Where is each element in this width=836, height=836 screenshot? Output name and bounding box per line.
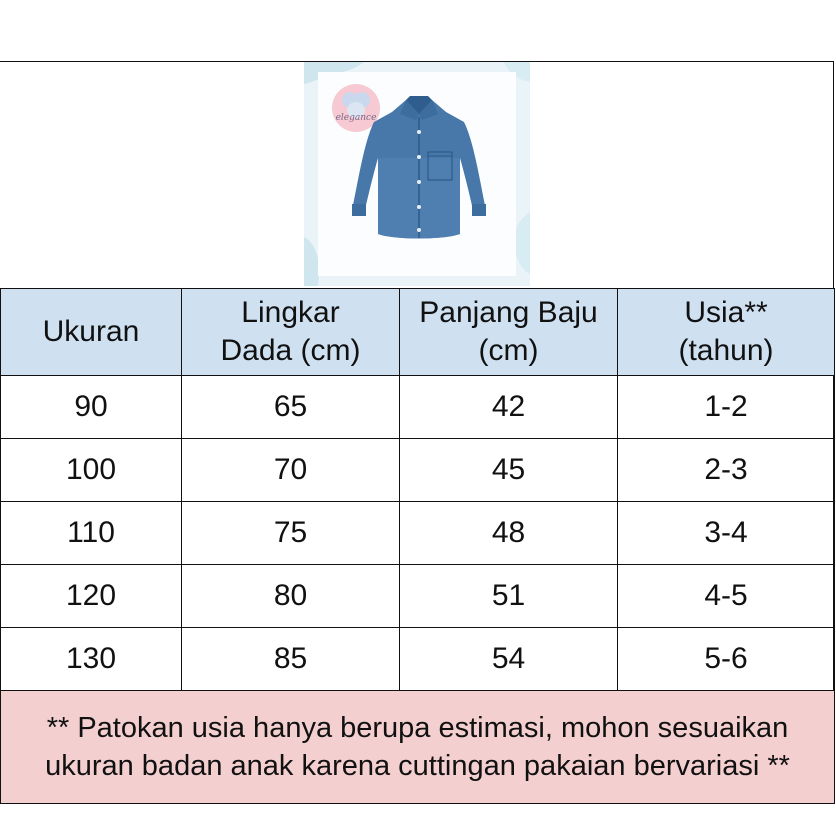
cell-ukuran: 110 — [1, 502, 182, 565]
size-table — [0, 288, 835, 804]
cell-usia: 5-6 — [618, 628, 835, 691]
cell-panjang-baju: 45 — [400, 439, 618, 502]
table-row — [1, 376, 835, 439]
table-row — [1, 628, 835, 691]
table-row — [1, 439, 835, 502]
header-panjang-baju: Panjang Baju (cm) — [400, 289, 618, 376]
age-note-line-2: ukuran badan anak karena cuttingan pakaian bervariasi ** — [45, 750, 790, 782]
product-photo — [304, 62, 530, 286]
cell-usia: 2-3 — [618, 439, 835, 502]
header-usia: Usia** (tahun) — [618, 289, 835, 376]
age-note — [1, 691, 835, 804]
cell-lingkar-dada: 80 — [182, 565, 400, 628]
cell-lingkar-dada: 70 — [182, 439, 400, 502]
cell-lingkar-dada: 65 — [182, 376, 400, 439]
svg-text:elegance: elegance — [335, 113, 377, 123]
header-row — [1, 289, 835, 376]
cell-ukuran: 130 — [1, 628, 182, 691]
cell-ukuran: 100 — [1, 439, 182, 502]
note-row — [1, 691, 835, 804]
size-chart — [0, 61, 834, 802]
cell-usia: 3-4 — [618, 502, 835, 565]
age-note-line-1: ** Patokan usia hanya berupa estimasi, mohon sesuaikan — [46, 712, 789, 744]
cell-lingkar-dada: 85 — [182, 628, 400, 691]
product-photo-area — [0, 62, 833, 288]
header-lingkar-dada: Lingkar Dada (cm) — [182, 289, 400, 376]
product-illustration — [304, 62, 530, 286]
header-ukuran: Ukuran — [1, 289, 182, 376]
table-row — [1, 502, 835, 565]
cell-usia: 1-2 — [618, 376, 835, 439]
cell-panjang-baju: 54 — [400, 628, 618, 691]
cell-ukuran: 120 — [1, 565, 182, 628]
cell-lingkar-dada: 75 — [182, 502, 400, 565]
cell-usia: 4-5 — [618, 565, 835, 628]
cell-panjang-baju: 48 — [400, 502, 618, 565]
cell-panjang-baju: 42 — [400, 376, 618, 439]
cell-ukuran: 90 — [1, 376, 182, 439]
table-row — [1, 565, 835, 628]
cell-panjang-baju: 51 — [400, 565, 618, 628]
